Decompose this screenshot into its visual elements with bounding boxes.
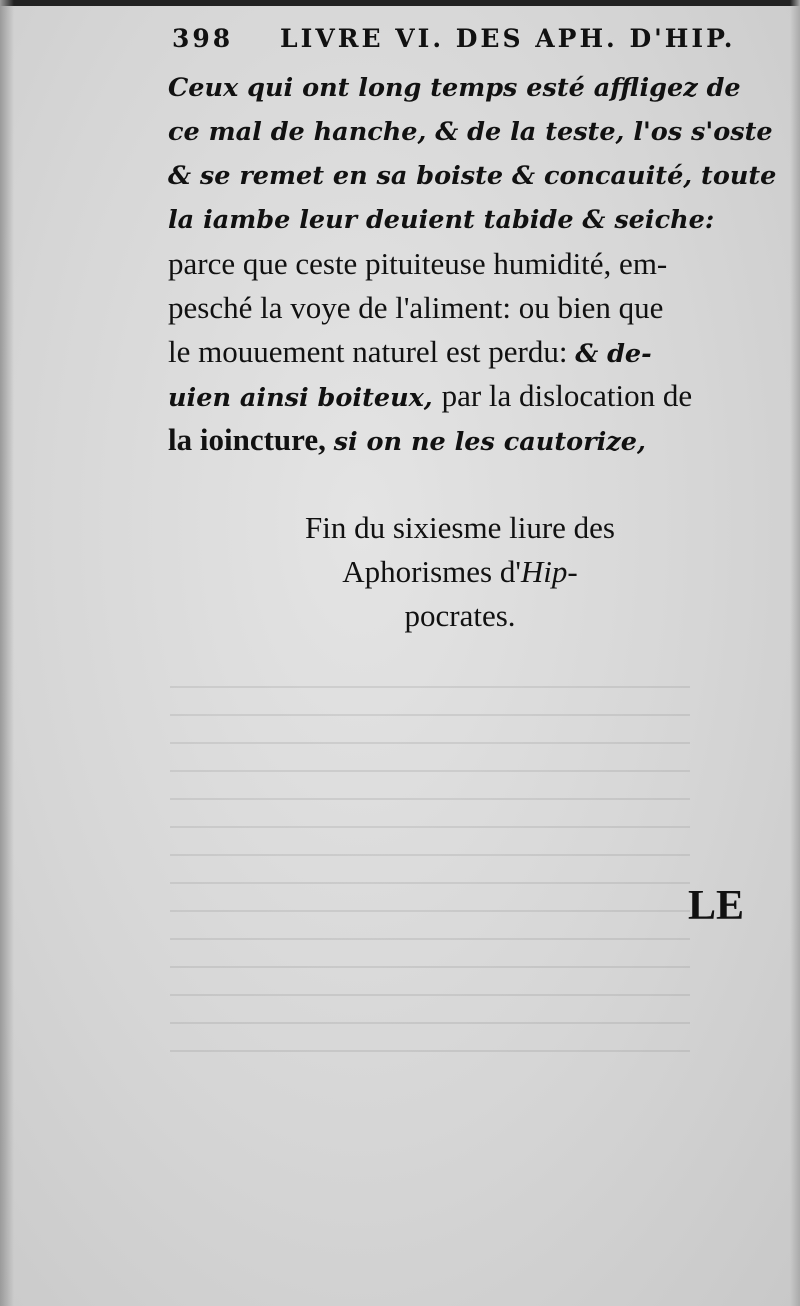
running-title: LIVRE VI. DES APH. D'HIP.: [280, 24, 736, 53]
page-gutter-shadow: [0, 0, 14, 1306]
text-segment: & se remet en sa boiste & concauité, toute: [168, 161, 777, 191]
text-line: [168, 242, 768, 286]
catchword: LE: [688, 883, 745, 929]
text-segment: si on ne les cautorize,: [333, 427, 646, 457]
text-line: [168, 374, 768, 418]
text-line: [168, 418, 768, 462]
text-segment: la ioincture,: [168, 422, 334, 457]
text-segment: pesché la voye de l'aliment: ou bien que: [168, 290, 664, 325]
text-line: [168, 286, 768, 330]
text-line: [168, 198, 768, 242]
page-number: 398: [172, 24, 234, 53]
text-segment: parce que ceste pituiteuse humidité, em-: [168, 246, 668, 281]
text-segment: ce mal de hanche, & de la teste, l'os s'oste: [168, 117, 773, 147]
colophon-line-2: [240, 550, 680, 594]
text-line: [168, 66, 768, 110]
colophon: [240, 506, 680, 638]
text-segment: Ceux qui ont long temps esté affligez de: [168, 73, 741, 103]
text-segment: le mouuement naturel est perdu:: [168, 334, 576, 369]
text-segment: uien ainsi boiteux,: [168, 383, 442, 413]
running-header: [172, 24, 762, 53]
colophon-line-2b: Hip-: [520, 554, 578, 589]
page-right-edge: [790, 0, 800, 1306]
body-text: [168, 66, 777, 462]
colophon-line-3: pocrates.: [404, 598, 516, 633]
colophon-line-1: Fin du sixiesme liure des: [305, 510, 615, 545]
text-segment: par la dislocation de: [441, 378, 693, 413]
colophon-line-2a: Aphorismes d': [342, 554, 521, 589]
text-line: [168, 154, 777, 198]
text-line: [168, 110, 773, 154]
page-top-edge: [0, 0, 800, 6]
show-through-text: [170, 660, 690, 1160]
text-segment: & de-: [575, 339, 652, 369]
text-segment: la iambe leur deuient tabide & seiche:: [168, 205, 715, 235]
text-line: [168, 330, 768, 374]
